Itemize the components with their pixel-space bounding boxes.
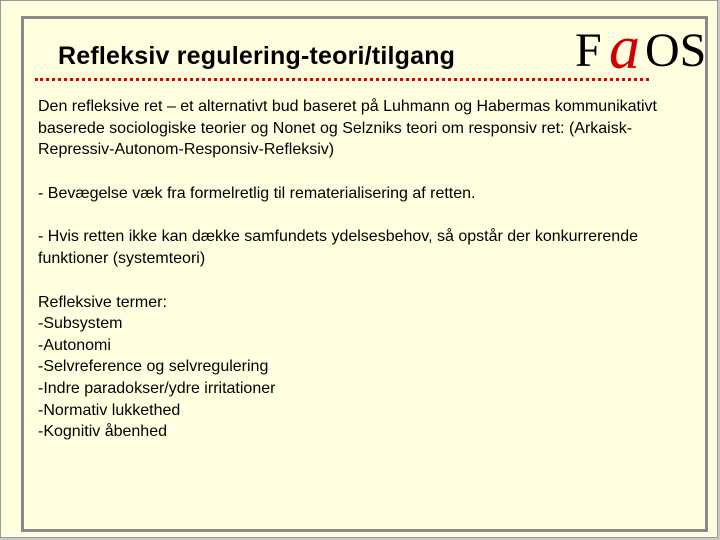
- term-item: -Selvreference og selvregulering: [38, 358, 269, 376]
- faos-logo: [571, 14, 711, 82]
- term-item: -Subsystem: [38, 315, 123, 333]
- paragraph-intro: Den refleksive ret – et alternativt bud baseret på Luhmann og Habermas kommunikativt baserede sociologiske teorier og Nonet og Selzniks teori om responsiv ret: (Arkaisk-Repressiv-Autonom-Responsiv-Refleksiv): [38, 98, 657, 159]
- logo-letter-f: F: [575, 24, 602, 77]
- logo-letters-os: OS: [645, 24, 707, 77]
- term-item: -Autonomi: [38, 336, 111, 354]
- paragraph-movement: - Bevægelse væk fra formelretlig til rematerialisering af retten.: [38, 184, 476, 202]
- slide-title: Refleksiv regulering-teori/tilgang: [58, 42, 456, 70]
- logo-letter-a: a: [609, 14, 640, 82]
- title-divider: [35, 78, 649, 81]
- term-item: -Kognitiv åbenhed: [38, 423, 167, 441]
- slide-body: [38, 96, 678, 443]
- paragraph-systems: - Hvis retten ikke kan dække samfundets ydelsesbehov, så opstår der konkurrerende funktioner (systemteori): [38, 228, 638, 267]
- term-item: -Normativ lukkethed: [38, 401, 181, 419]
- term-item: -Indre paradokser/ydre irritationer: [38, 379, 276, 397]
- terms-heading: Refleksive termer:: [38, 293, 167, 311]
